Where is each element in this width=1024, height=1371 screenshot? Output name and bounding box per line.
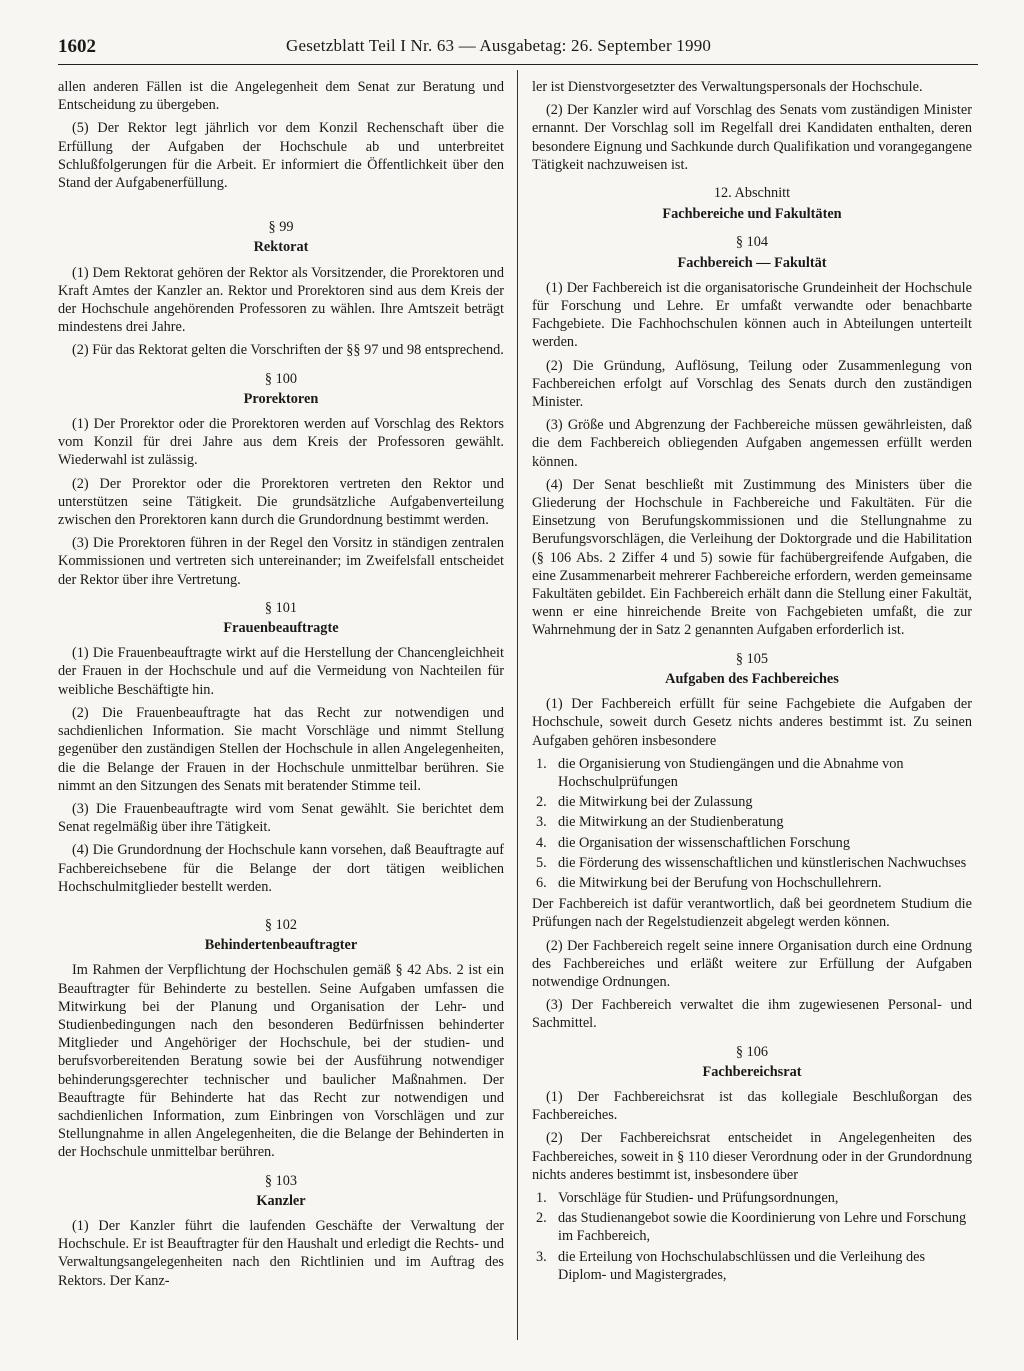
paragraph: allen anderen Fällen ist die Angelegenheit dem Senat zur Beratung und Entscheidung zu übergeben. [58, 79, 504, 114]
section-heading: Prorektoren [243, 390, 319, 407]
page-header [58, 30, 978, 65]
decision-list [532, 1189, 972, 1284]
section-heading: Fachbereichsrat [702, 1063, 802, 1080]
paragraph: (1) Der Fachbereichsrat ist das kollegiale Beschlußorgan des Fachbereiches. [532, 1088, 972, 1124]
section-heading: Frauenbeauftragte [223, 620, 339, 637]
section-number: § 106 [735, 1043, 769, 1060]
header-title: Gesetzblatt Teil I Nr. 63 — Ausgabetag: 26. September 1990 [286, 36, 712, 55]
paragraph: (1) Dem Rektorat gehören der Rektor als Vorsitzender, die Prorektoren und Kraft Amtes der Kanzler an. Rektor und Prorektoren sind aus dem Kreis der der Hochschule angehörenden Professoren zu wählen. Ihre Amtszeit beträgt mindestens drei Jahre. [58, 264, 504, 336]
paragraph: (3) Der Fachbereich verwaltet die ihm zugewiesenen Personal- und Sachmittel. [532, 997, 972, 1032]
chapter-heading: Fachbereiche und Fakultäten [662, 206, 842, 223]
chapter-number: 12. Abschnitt [713, 185, 791, 202]
paragraph: (2) Die Frauenbeauftragte hat das Recht zur notwendigen und sachdienlichen Information. Sie macht Vorschläge und nimmt Stellung gegenüber den zuständigen Stellen der Hochschule in allen Angelegenheiten, die die Belange der Frauen in der Hochschule unmittelbar berühren. Sie nimmt an den Sitzungen des Senats mit beratender Stimme teil. [58, 704, 504, 794]
list-item: 6. die Mitwirkung bei der Berufung von Hochschullehrern. [536, 874, 882, 891]
page-number: 1602 [58, 36, 96, 57]
paragraph: (2) Die Gründung, Auflösung, Teilung oder Zusammenlegung von Fachbereichen erfolgt auf Vorschlag des Senats durch den zuständigen Minister. [532, 357, 972, 411]
column-divider [517, 70, 518, 1340]
paragraph: (1) Der Fachbereich ist die organisatorische Grundeinheit der Hochschule für Forschung und Lehre. Er umfaßt verwandte oder benachbarte Fachgebiete. Die Fachhochschulen können auch in Abteilungen unterteilt werden. [532, 279, 972, 351]
paragraph: (2) Der Fachbereichsrat entscheidet in Angelegenheiten des Fachbereiches, soweit in § 110 dieser Verordnung oder in der Grundordnung nichts anderes bestimmt ist, insbesondere über [532, 1130, 972, 1183]
list-item: 1. die Organisierung von Studiengängen und die Abnahme von Hochschulprüfungen [536, 755, 904, 790]
paragraph: (3) Die Frauenbeauftragte wird vom Senat gewählt. Sie berichtet dem Senat regelmäßig über ihre Tätigkeit. [58, 800, 504, 836]
paragraph: (4) Die Grundordnung der Hochschule kann vorsehen, daß Beauftragte auf Fachbereichsebene für die Belange der dort tätigen weiblichen Hochschulmitglieder bestellt werden. [58, 842, 504, 895]
left-column [58, 78, 504, 1295]
paragraph: ler ist Dienstvorgesetzter des Verwaltungspersonals der Hochschule. [532, 79, 923, 95]
section-heading: Kanzler [256, 1192, 306, 1209]
section-number: § 105 [735, 650, 769, 667]
list-item: 2. das Studienangebot sowie die Koordinierung von Lehre und Forschung im Fachbereich, [536, 1210, 967, 1245]
section-number: § 104 [735, 234, 769, 251]
section-number: § 101 [264, 599, 298, 616]
list-item: 3. die Erteilung von Hochschulabschlüssen und die Verleihung des Diplom- und Magistergrades, [536, 1248, 926, 1283]
paragraph: (5) Der Rektor legt jährlich vor dem Konzil Rechenschaft über die Erfüllung der Aufgaben der Hochschule ab und unterbreitet Schlußfolgerungen für die Arbeit. Er informiert die Öffentlichkeit über den Stand der Aufgabenerfüllung. [58, 120, 504, 192]
paragraph: (1) Der Fachbereich erfüllt für seine Fachgebiete die Aufgaben der Hochschule, soweit durch Gesetz nichts anderes bestimmt ist. Zu seinen Aufgaben gehören insbesondere [532, 696, 972, 749]
section-number: § 102 [264, 916, 298, 933]
paragraph: (4) Der Senat beschließt mit Zustimmung des Ministers über die Gliederung der Hochschule in Fachbereiche und Fakultäten. Für die Einsetzung von Berufungskommissionen und die Stellungnahme zu Berufungsvorschlägen, die Verleihung der Doktorgrade und die Habilitation (§ 106 Abs. 2 Ziffer 4 und 5) sowie für fachübergreifende Aufgaben, die eine Zusammenarbeit mehrerer Fachbereiche erfordern, werden gemeinsame Fakultäten gebildet. Ein Fachbereich erhält dann die Stellung einer Fakultät, wenn er eine hinreichende Breite von Fachgebieten umfaßt, die zur Wahrnehmung der in Satz 2 genannten Aufgaben erforderlich ist. [532, 476, 972, 639]
list-item: 4. die Organisation der wissenschaftlichen Forschung [536, 834, 850, 851]
paragraph: (2) Der Prorektor oder die Prorektoren vertreten den Rektor und unterstützen seine Tätigkeit. Die grundsätzliche Aufgabenverteilung zwischen den Prorektoren kann durch die Grundordnung bestimmt werden. [58, 475, 504, 529]
section-heading: Aufgaben des Fachbereiches [665, 670, 839, 687]
paragraph: (1) Die Frauenbeauftragte wirkt auf die Herstellung der Chancengleichheit der Frauen in der Hochschule und auf die Vermeidung von Nachteilen für weibliche Beschäftigte hin. [58, 645, 504, 698]
right-column [532, 78, 972, 1287]
list-item: 1. Vorschläge für Studien- und Prüfungsordnungen, [536, 1189, 839, 1206]
section-number: § 103 [264, 1172, 298, 1189]
paragraph: (3) Größe und Abgrenzung der Fachbereiche müssen gewährleisten, daß die dem Fachbereich obliegenden Aufgaben angemessen erfüllt werden können. [532, 417, 972, 470]
paragraph: Der Fachbereich ist dafür verantwortlich, daß bei geordnetem Studium die Prüfungen nach der Regelstudienzeit abgelegt werden können. [532, 896, 972, 931]
section-heading: Fachbereich — Fakultät [677, 254, 827, 271]
paragraph: (2) Für das Rektorat gelten die Vorschriften der §§ 97 und 98 entsprechend. [72, 342, 504, 359]
list-item: 2. die Mitwirkung bei der Zulassung [536, 794, 753, 811]
section-heading: Rektorat [253, 239, 309, 256]
section-heading: Behindertenbeauftragter [204, 937, 358, 954]
task-list [532, 755, 972, 892]
paragraph: Im Rahmen der Verpflichtung der Hochschulen gemäß § 42 Abs. 2 ist ein Beauftragter für Behinderte zu bestellen. Seine Aufgaben umfassen die Mitwirkung bei der Planung und Organisation der Lehr- und Studienbedingungen nach den besonderen Bedürfnissen behinderter Mitglieder und Angehöriger der Hochschule, bei der studien- und berufsvorbereitenden Beratung sowie bei der Ausführung notwendiger behinderungsgerechter technischer und baulicher Maßnahmen. Der Beauftragte für Behinderte hat das Recht zur notwendigen und sachdienlichen Information, zum Einbringen von Vorschlägen und zur Stellungnahme in allen Angelegenheiten, die die Belange der Behinderten in der Hochschule unmittelbar berühren. [58, 962, 504, 1161]
paragraph: (3) Die Prorektoren führen in der Regel den Vorsitz in ständigen zentralen Kommissionen und vertreten sich untereinander; im Zweifelsfall entscheidet der Rektor über ihre Vertretung. [58, 535, 504, 588]
paragraph: (2) Der Kanzler wird auf Vorschlag des Senats vom zuständigen Minister ernannt. Der Vorschlag soll im Regelfall drei Kandidaten enthalten, deren besondere Eignung und Sachkunde durch Qualifikation und vorangegangene Tätigkeit nachzuweisen ist. [532, 102, 972, 173]
list-item: 3. die Mitwirkung an der Studienberatung [536, 814, 784, 831]
list-item: 5. die Förderung des wissenschaftlichen und künstlerischen Nachwuchses [536, 854, 967, 871]
section-number: § 100 [264, 370, 298, 387]
paragraph: (1) Der Prorektor oder die Prorektoren werden auf Vorschlag des Rektors vom Konzil für drei Jahre aus dem Kreis der Professoren gewählt. Wiederwahl ist zulässig. [58, 416, 504, 469]
section-number: § 99 [268, 219, 294, 236]
paragraph: (1) Der Kanzler führt die laufenden Geschäfte der Verwaltung der Hochschule. Er ist Beauftragter für den Haushalt und erledigt die Rechts- und Verwaltungsangelegenheiten nach den Richtlinien und im Auftrag des Rektors. Der Kanz- [58, 1217, 504, 1289]
paragraph: (2) Der Fachbereich regelt seine innere Organisation durch eine Ordnung des Fachbereiches und erläßt weitere zur Erfüllung der Aufgaben notwendige Ordnungen. [532, 937, 972, 990]
